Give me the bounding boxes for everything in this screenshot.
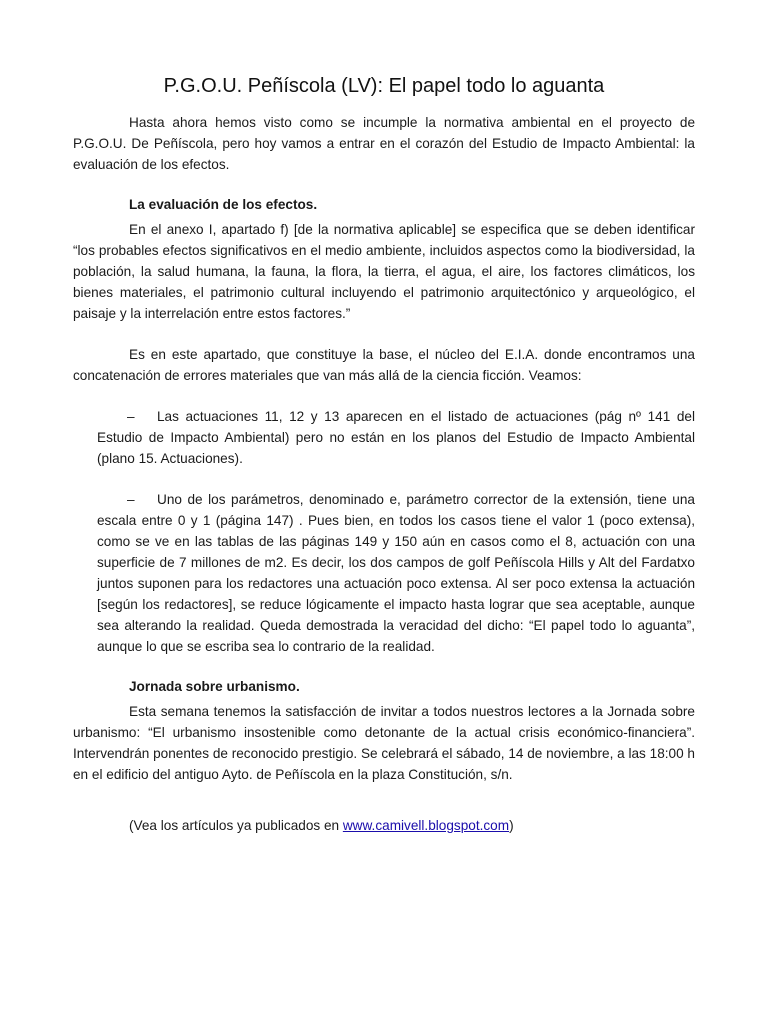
- bullet-dash: –: [127, 409, 135, 424]
- document-body: [73, 72, 695, 836]
- list-item-text: Las actuaciones 11, 12 y 13 aparecen en el listado de actuaciones (pág nº 141 del Estudio de Impacto Ambiental) pero no están en los planos del Estudio de Impacto Ambiental (plano 15. Actuaciones).: [97, 409, 695, 466]
- evaluation-paragraph-1: En el anexo I, apartado f) [de la normativa aplicable] se especifica que se deben identificar “los probables efectos significativos en el medio ambiente, incluidos aspectos como la biodiversidad, la población, la salud humana, la fauna, la flora, la tierra, el agua, el aire, los factores climáticos, los bienes materiales, el patrimonio cultural incluyendo el patrimonio arquitectónico y arqueológico, el paisaje y la interrelación entre estos factores.”: [73, 222, 695, 321]
- footer-note: [73, 815, 695, 836]
- page-title: P.G.O.U. Peñíscola (LV): El papel todo lo aguanta: [163, 75, 605, 97]
- section-heading-evaluation: La evaluación de los efectos.: [129, 197, 318, 212]
- list-item-text: Uno de los parámetros, denominado e, parámetro corrector de la extensión, tiene una escala entre 0 y 1 (página 147) . Pues bien, en todos los casos tiene el valor 1 (poco extensa), como se ve en las tablas de las páginas 149 y 150 aún en casos como el 8, actuación con una superficie de 7 millones de m2. Es decir, los dos campos de golf Peñíscola Hills y Alt del Fardatxo juntos suponen para los redactores una actuación poco extensa. Al ser poco extensa la actuación [según los redactores], se reduce lógicamente el impacto hasta lograr que sea aceptable, aunque sea alterando la realidad. Queda demostrada la veracidad del dicho: “El papel todo lo aguanta”, aunque lo que se escriba sea lo contrario de la realidad.: [97, 492, 695, 654]
- jornada-paragraph: Esta semana tenemos la satisfacción de invitar a todos nuestros lectores a la Jornada sobre urbanismo: “El urbanismo insostenible como detonante de la actual crisis económico-financiera”. Intervendrán ponentes de reconocido prestigio. Se celebrará el sábado, 14 de noviembre, a las 18:00 h en el edificio del antiguo Ayto. de Peñíscola en la plaza Constitución, s/n.: [73, 704, 695, 782]
- bullet-dash: –: [127, 492, 135, 507]
- footer-suffix: ): [509, 818, 514, 833]
- list-item: [97, 489, 695, 657]
- errors-list: [73, 406, 695, 657]
- intro-paragraph: Hasta ahora hemos visto como se incumple la normativa ambiental en el proyecto de P.G.O.U. De Peñíscola, pero hoy vamos a entrar en el corazón del Estudio de Impacto Ambiental: la evaluación de los efectos.: [73, 115, 695, 172]
- footer-prefix: (Vea los artículos ya publicados en: [129, 818, 343, 833]
- list-item: [97, 406, 695, 469]
- blog-link[interactable]: www.camivell.blogspot.com: [342, 818, 510, 833]
- section-heading-jornada: Jornada sobre urbanismo.: [129, 679, 300, 694]
- evaluation-paragraph-2: Es en este apartado, que constituye la base, el núcleo del E.I.A. donde encontramos una concatenación de errores materiales que van más allá de la ciencia ficción. Veamos:: [73, 347, 695, 383]
